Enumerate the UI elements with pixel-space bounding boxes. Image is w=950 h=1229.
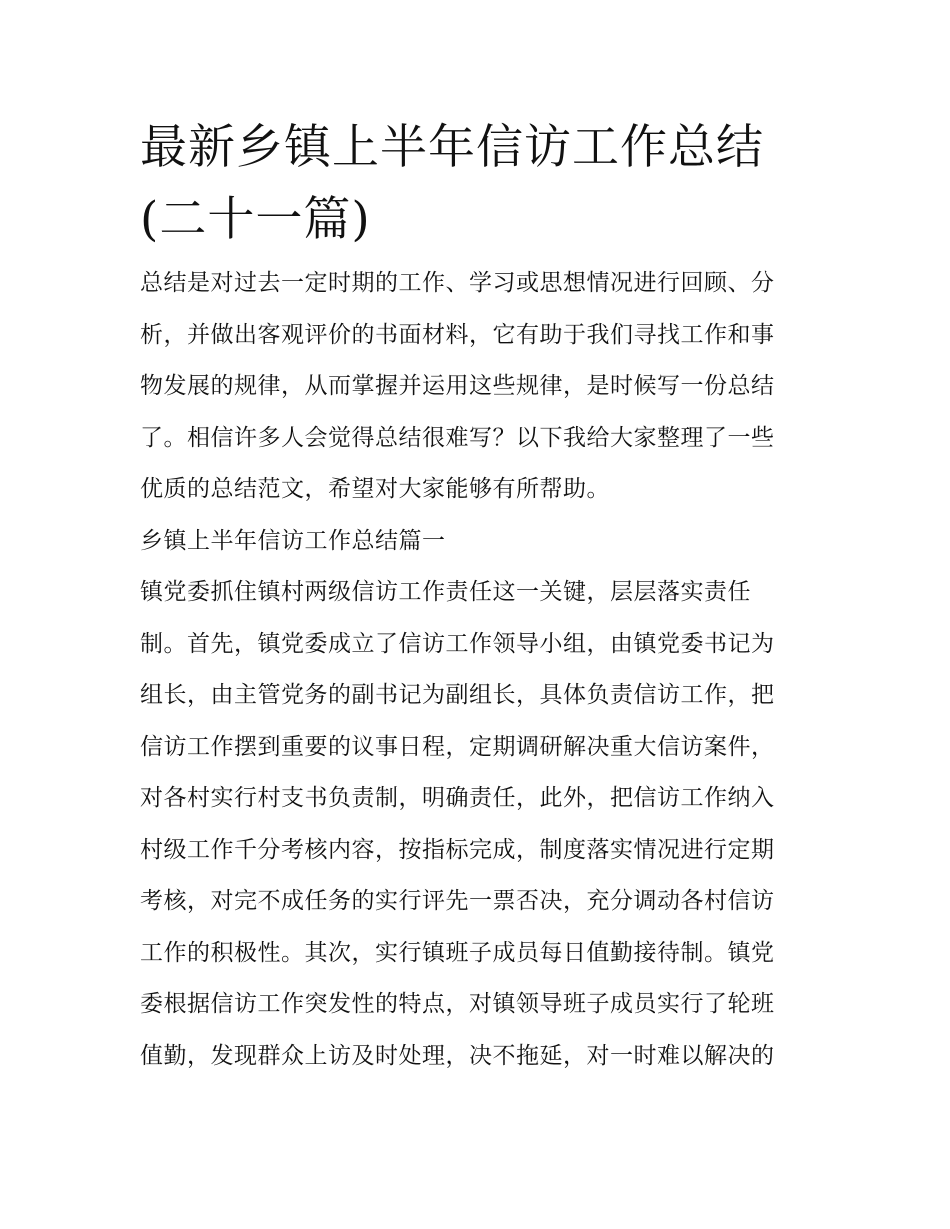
document-page — [140, 112, 812, 1082]
intro-line: 优质的总结范文，希望对大家能够有所帮助。 — [140, 476, 610, 502]
section-line: 村级工作千分考核内容，按指标完成，制度落实情况进行定期 — [140, 836, 775, 863]
title-line: 最新乡镇上半年信访工作总结 — [140, 120, 764, 175]
section-line: 工作的积极性。其次，实行镇班子成员每日值勤接待制。镇党 — [140, 939, 775, 966]
section-line: 信访工作摆到重要的议事日程，定期调研解决重大信访案件， — [140, 733, 775, 760]
document-body — [140, 258, 812, 1082]
section-heading: 乡镇上半年信访工作总结篇一 — [140, 527, 446, 554]
document-title — [140, 112, 812, 256]
section-line: 制。首先，镇党委成立了信访工作领导小组，由镇党委书记为 — [140, 630, 775, 657]
intro-line: 总结是对过去一定时期的工作、学习或思想情况进行回顾、分 — [140, 270, 775, 296]
section-line: 考核，对完不成任务的实行评先一票否决，充分调动各村信访 — [140, 888, 775, 914]
intro-line: 了。相信许多人会觉得总结很难写？以下我给大家整理了一些 — [140, 424, 775, 451]
intro-line: 物发展的规律，从而掌握并运用这些规律，是时候写一份总结 — [140, 373, 775, 399]
section-line: 对各村实行村支书负责制，明确责任，此外，把信访工作纳入 — [140, 785, 775, 811]
section-line: 值勤，发现群众上访及时处理，决不拖延，对一时难以解决的 — [140, 1042, 775, 1069]
title-line: (二十一篇) — [140, 192, 371, 247]
intro-line: 析，并做出客观评价的书面材料，它有助于我们寻找工作和事 — [140, 321, 775, 348]
section-line: 组长，由主管党务的副书记为副组长，具体负责信访工作，把 — [140, 682, 775, 708]
section-line: 镇党委抓住镇村两级信访工作责任这一关键，层层落实责任 — [140, 579, 751, 605]
section-line: 委根据信访工作突发性的特点，对镇领导班子成员实行了轮班 — [140, 991, 775, 1017]
